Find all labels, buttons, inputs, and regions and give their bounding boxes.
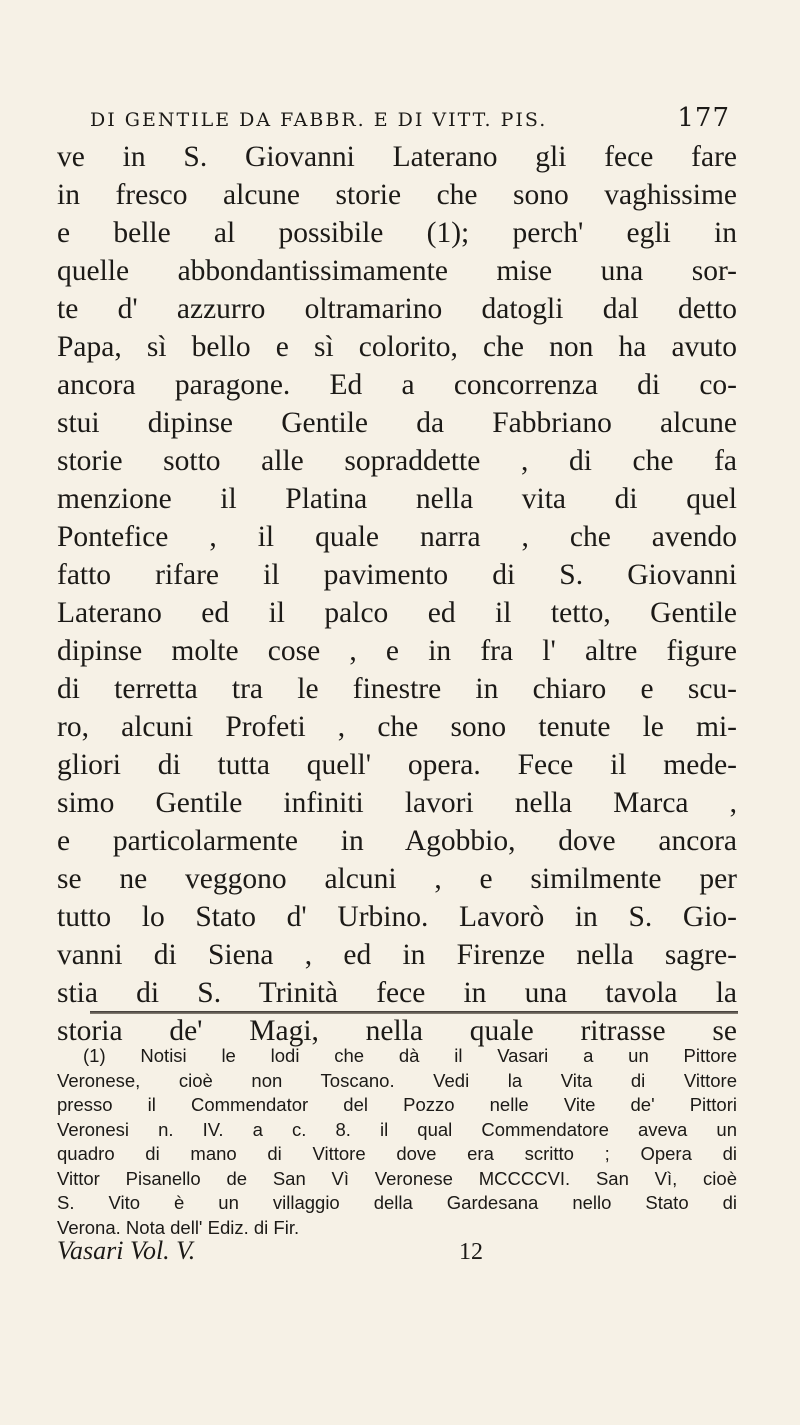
footnote-line: Veronesi n. IV. a c. 8. il qual Commendatore aveva un bbox=[57, 1118, 737, 1140]
footnote-line: S. Vito è un villaggio della Gardesana nello Stato di bbox=[57, 1192, 737, 1213]
text-line: Pontefice , il quale narra , che avendo bbox=[57, 521, 737, 553]
text-line: storie sotto alle sopraddette , di che fa bbox=[57, 445, 737, 477]
footnote bbox=[57, 1044, 737, 1240]
text-line: tutto lo Stato d' Urbino. Lavorò in S. Gio- bbox=[57, 901, 737, 933]
running-title: DI GENTILE DA FABBR. E DI VITT. PIS. bbox=[90, 109, 548, 131]
text-line: simo Gentile infiniti lavori nella Marca , bbox=[57, 787, 737, 819]
text-line: menzione il Platina nella vita di quel bbox=[57, 483, 737, 515]
main-text bbox=[57, 138, 737, 1050]
text-line: stia di S. Trinità fece in una tavola la bbox=[57, 977, 737, 1009]
text-line: ancora paragone. Ed a concorrenza di co- bbox=[57, 369, 737, 401]
text-line: ro, alcuni Profeti , che sono tenute le mi- bbox=[57, 711, 737, 743]
text-line: Papa, sì bello e sì colorito, che non ha avuto bbox=[57, 331, 737, 363]
text-line: e belle al possibile (1); perch' egli in bbox=[57, 217, 737, 249]
text-line: Laterano ed il palco ed il tetto, Gentile bbox=[57, 597, 737, 629]
text-line: fatto rifare il pavimento di S. Giovanni bbox=[57, 559, 737, 591]
text-line: se ne veggono alcuni , e similmente per bbox=[57, 863, 737, 895]
page-number: 177 bbox=[677, 103, 730, 133]
text-line: te d' azzurro oltramarino datogli dal detto bbox=[57, 293, 737, 325]
text-line: ve in S. Giovanni Laterano gli fece fare bbox=[57, 141, 737, 173]
text-line: dipinse molte cose , e in fra l' altre figure bbox=[57, 635, 737, 667]
text-line: stui dipinse Gentile da Fabbriano alcune bbox=[57, 407, 737, 439]
text-line: di terretta tra le finestre in chiaro e scu- bbox=[57, 673, 737, 705]
text-line: storia de' Magi, nella quale ritrasse se bbox=[57, 1015, 737, 1047]
footnote-line: quadro di mano di Vittore dove era scritto ; Opera di bbox=[57, 1143, 737, 1164]
gathering-number: 12 bbox=[459, 1239, 483, 1265]
volume-signature: Vasari Vol. V. bbox=[57, 1236, 196, 1265]
footnote-line: Vittor Pisanello de San Vì Veronese MCCCCVI. San Vì, cioè bbox=[57, 1167, 737, 1189]
text-line: gliori di tutta quell' opera. Fece il mede- bbox=[57, 749, 737, 781]
running-header bbox=[90, 103, 730, 133]
text-line: vanni di Siena , ed in Firenze nella sagre- bbox=[57, 939, 737, 971]
text-line: e particolarmente in Agobbio, dove ancora bbox=[57, 825, 737, 857]
footnote-line: (1) Notisi le lodi che dà il Vasari a un Pittore bbox=[83, 1045, 737, 1066]
footnote-line: Verona. Nota dell' Ediz. di Fir. bbox=[57, 1216, 300, 1238]
footnote-line: presso il Commendator del Pozzo nelle Vite de' Pittori bbox=[57, 1094, 737, 1115]
footnote-divider bbox=[90, 1011, 738, 1014]
footnote-line: Veronese, cioè non Toscano. Vedi la Vita di Vittore bbox=[57, 1069, 737, 1091]
text-line: in fresco alcune storie che sono vaghissime bbox=[57, 179, 737, 211]
signature-line bbox=[57, 1236, 737, 1266]
text-line: quelle abbondantissimamente mise una sor- bbox=[57, 255, 737, 287]
